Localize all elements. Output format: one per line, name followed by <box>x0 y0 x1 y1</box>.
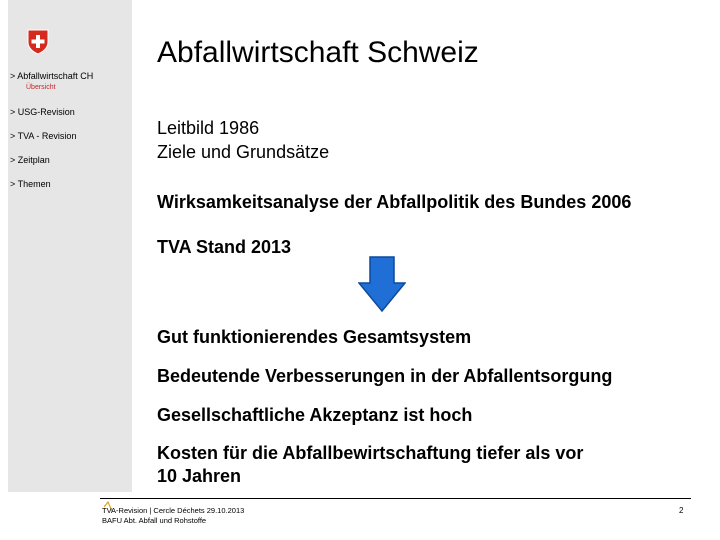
slide-title: Abfallwirtschaft Schweiz <box>157 36 479 69</box>
sidebar-item-themen[interactable]: > Themen <box>10 179 51 189</box>
tva-stand-text: TVA Stand 2013 <box>157 237 292 257</box>
footer-divider <box>100 498 691 499</box>
footer-event: TVA-Revision | Cercle Déchets 29.10.2013 <box>102 506 245 515</box>
sidebar-item-zeitplan[interactable]: > Zeitplan <box>10 155 50 165</box>
leitbild-subtitle: Ziele und Grundsätze <box>157 142 330 162</box>
point-gesamtsystem: Gut funktionierendes Gesamtsystem <box>157 327 472 347</box>
sidebar-subitem-uebersicht[interactable]: Übersicht <box>26 84 56 91</box>
page-number: 2 <box>679 506 684 515</box>
sidebar-item-abfallwirtschaft-ch[interactable]: > Abfallwirtschaft CH <box>10 71 94 81</box>
point-akzeptanz: Gesellschaftliche Akzeptanz ist hoch <box>157 405 473 425</box>
point-verbesserungen: Bedeutende Verbesserungen in der Abfallentsorgung <box>157 366 613 386</box>
leitbild-heading: Leitbild 1986 <box>157 118 260 138</box>
wirksamkeitsanalyse-text: Wirksamkeitsanalyse der Abfallpolitik des Bundes 2006 <box>157 192 632 212</box>
sidebar-item-tva-revision[interactable]: > TVA - Revision <box>10 131 77 141</box>
swiss-shield-icon <box>27 29 49 55</box>
arrow-down-icon <box>358 256 406 312</box>
point-kosten-line1: Kosten für die Abfallbewirtschaftung tiefer als vor <box>157 443 584 463</box>
point-kosten-line2: 10 Jahren <box>157 466 242 486</box>
sidebar-item-usg-revision[interactable]: > USG-Revision <box>10 107 75 117</box>
footer-organization: BAFU Abt. Abfall und Rohstoffe <box>102 516 207 525</box>
